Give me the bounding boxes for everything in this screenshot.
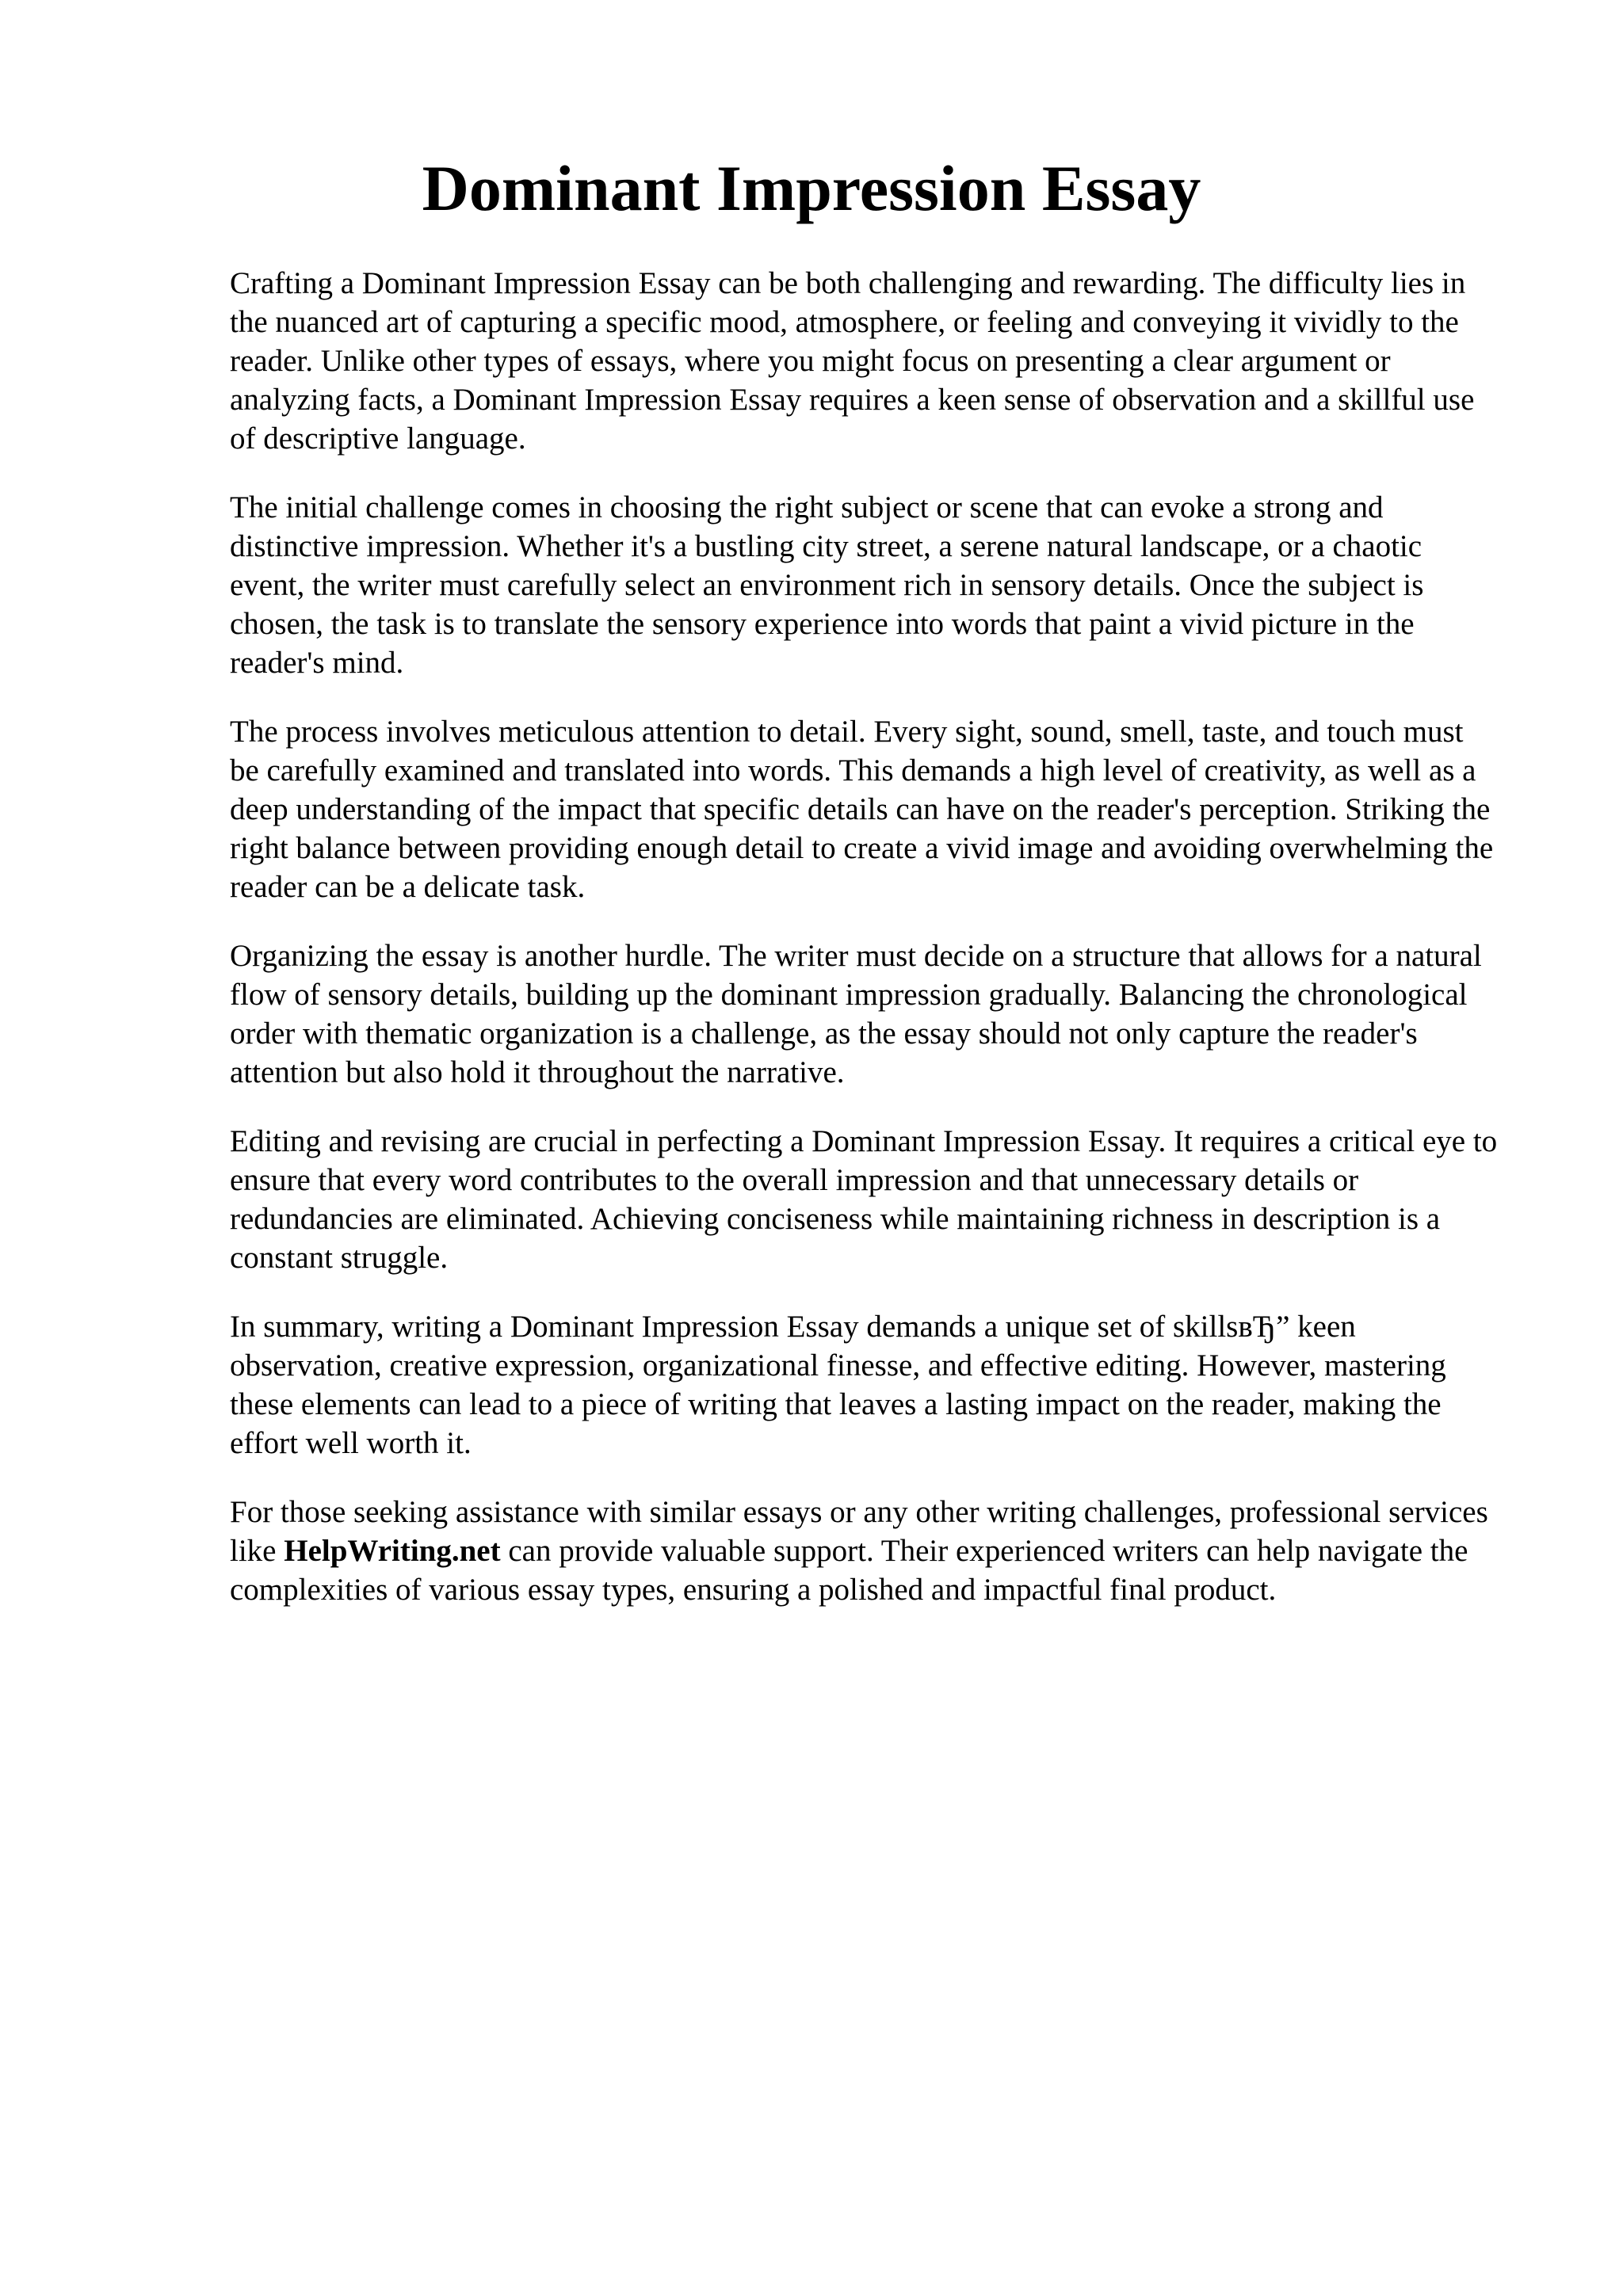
closing-text-after: can provide valuable support. Their experienced writers can help navigate the complexities of various essay types, ensuring a polished and impactful final product. bbox=[230, 1534, 1468, 1607]
paragraph-intro: Crafting a Dominant Impression Essay can be both challenging and rewarding. The difficulty lies in the nuanced art of capturing a specific mood, atmosphere, or feeling and conveying it vividly to the reader. Unlike other types of essays, where you might focus on presenting a clear argument or analyzing facts, a Dominant Impression Essay requires a keen sense of observation and a skillful use of descriptive language. bbox=[230, 266, 1475, 456]
paragraph-organizing: Organizing the essay is another hurdle. The writer must decide on a structure that allows for a natural flow of sensory details, building up the dominant impression gradually. Balancing the chronological order with thematic organization is a challenge, as the essay should not only capture the reader's attention but also hold it throughout the narrative. bbox=[230, 939, 1482, 1089]
paragraph-closing bbox=[230, 1493, 1498, 1609]
paragraph-summary: In summary, writing a Dominant Impression Essay demands a unique set of skillsвЂ” keen observation, creative expression, organizational finesse, and effective editing. However, mastering these elements can lead to a piece of writing that leaves a lasting impact on the reader, making the effort well worth it. bbox=[230, 1310, 1446, 1460]
document-title: Dominant Impression Essay bbox=[422, 152, 1201, 224]
paragraph-process: The process involves meticulous attention to detail. Every sight, sound, smell, taste, and touch must be carefully examined and translated into words. This demands a high level of creativity, as well as a deep understanding of the impact that specific details can have on the reader's perception. Striking the right balance between providing enough detail to create a vivid image and avoiding overwhelming the reader can be a delicate task. bbox=[230, 715, 1494, 904]
paragraph-subject-choice: The initial challenge comes in choosing the right subject or scene that can evoke a strong and distinctive impression. Whether it's a bustling city street, a serene natural landscape, or a chaotic event, the writer must carefully select an environment rich in sensory details. Once the subject is chosen, the task is to translate the sensory experience into words that paint a vivid picture in the reader's mind. bbox=[230, 490, 1424, 680]
closing-text-before: For those seeking assistance with similar essays or any other writing challenges, professional services like bbox=[230, 1495, 1488, 1568]
document-body bbox=[230, 264, 1498, 1639]
helpwriting-link[interactable]: HelpWriting.net bbox=[284, 1534, 501, 1568]
paragraph-editing: Editing and revising are crucial in perfecting a Dominant Impression Essay. It requires a critical eye to ensure that every word contributes to the overall impression and that unnecessary details or redundancies are eliminated. Achieving conciseness while maintaining richness in description is a constant struggle. bbox=[230, 1124, 1498, 1275]
